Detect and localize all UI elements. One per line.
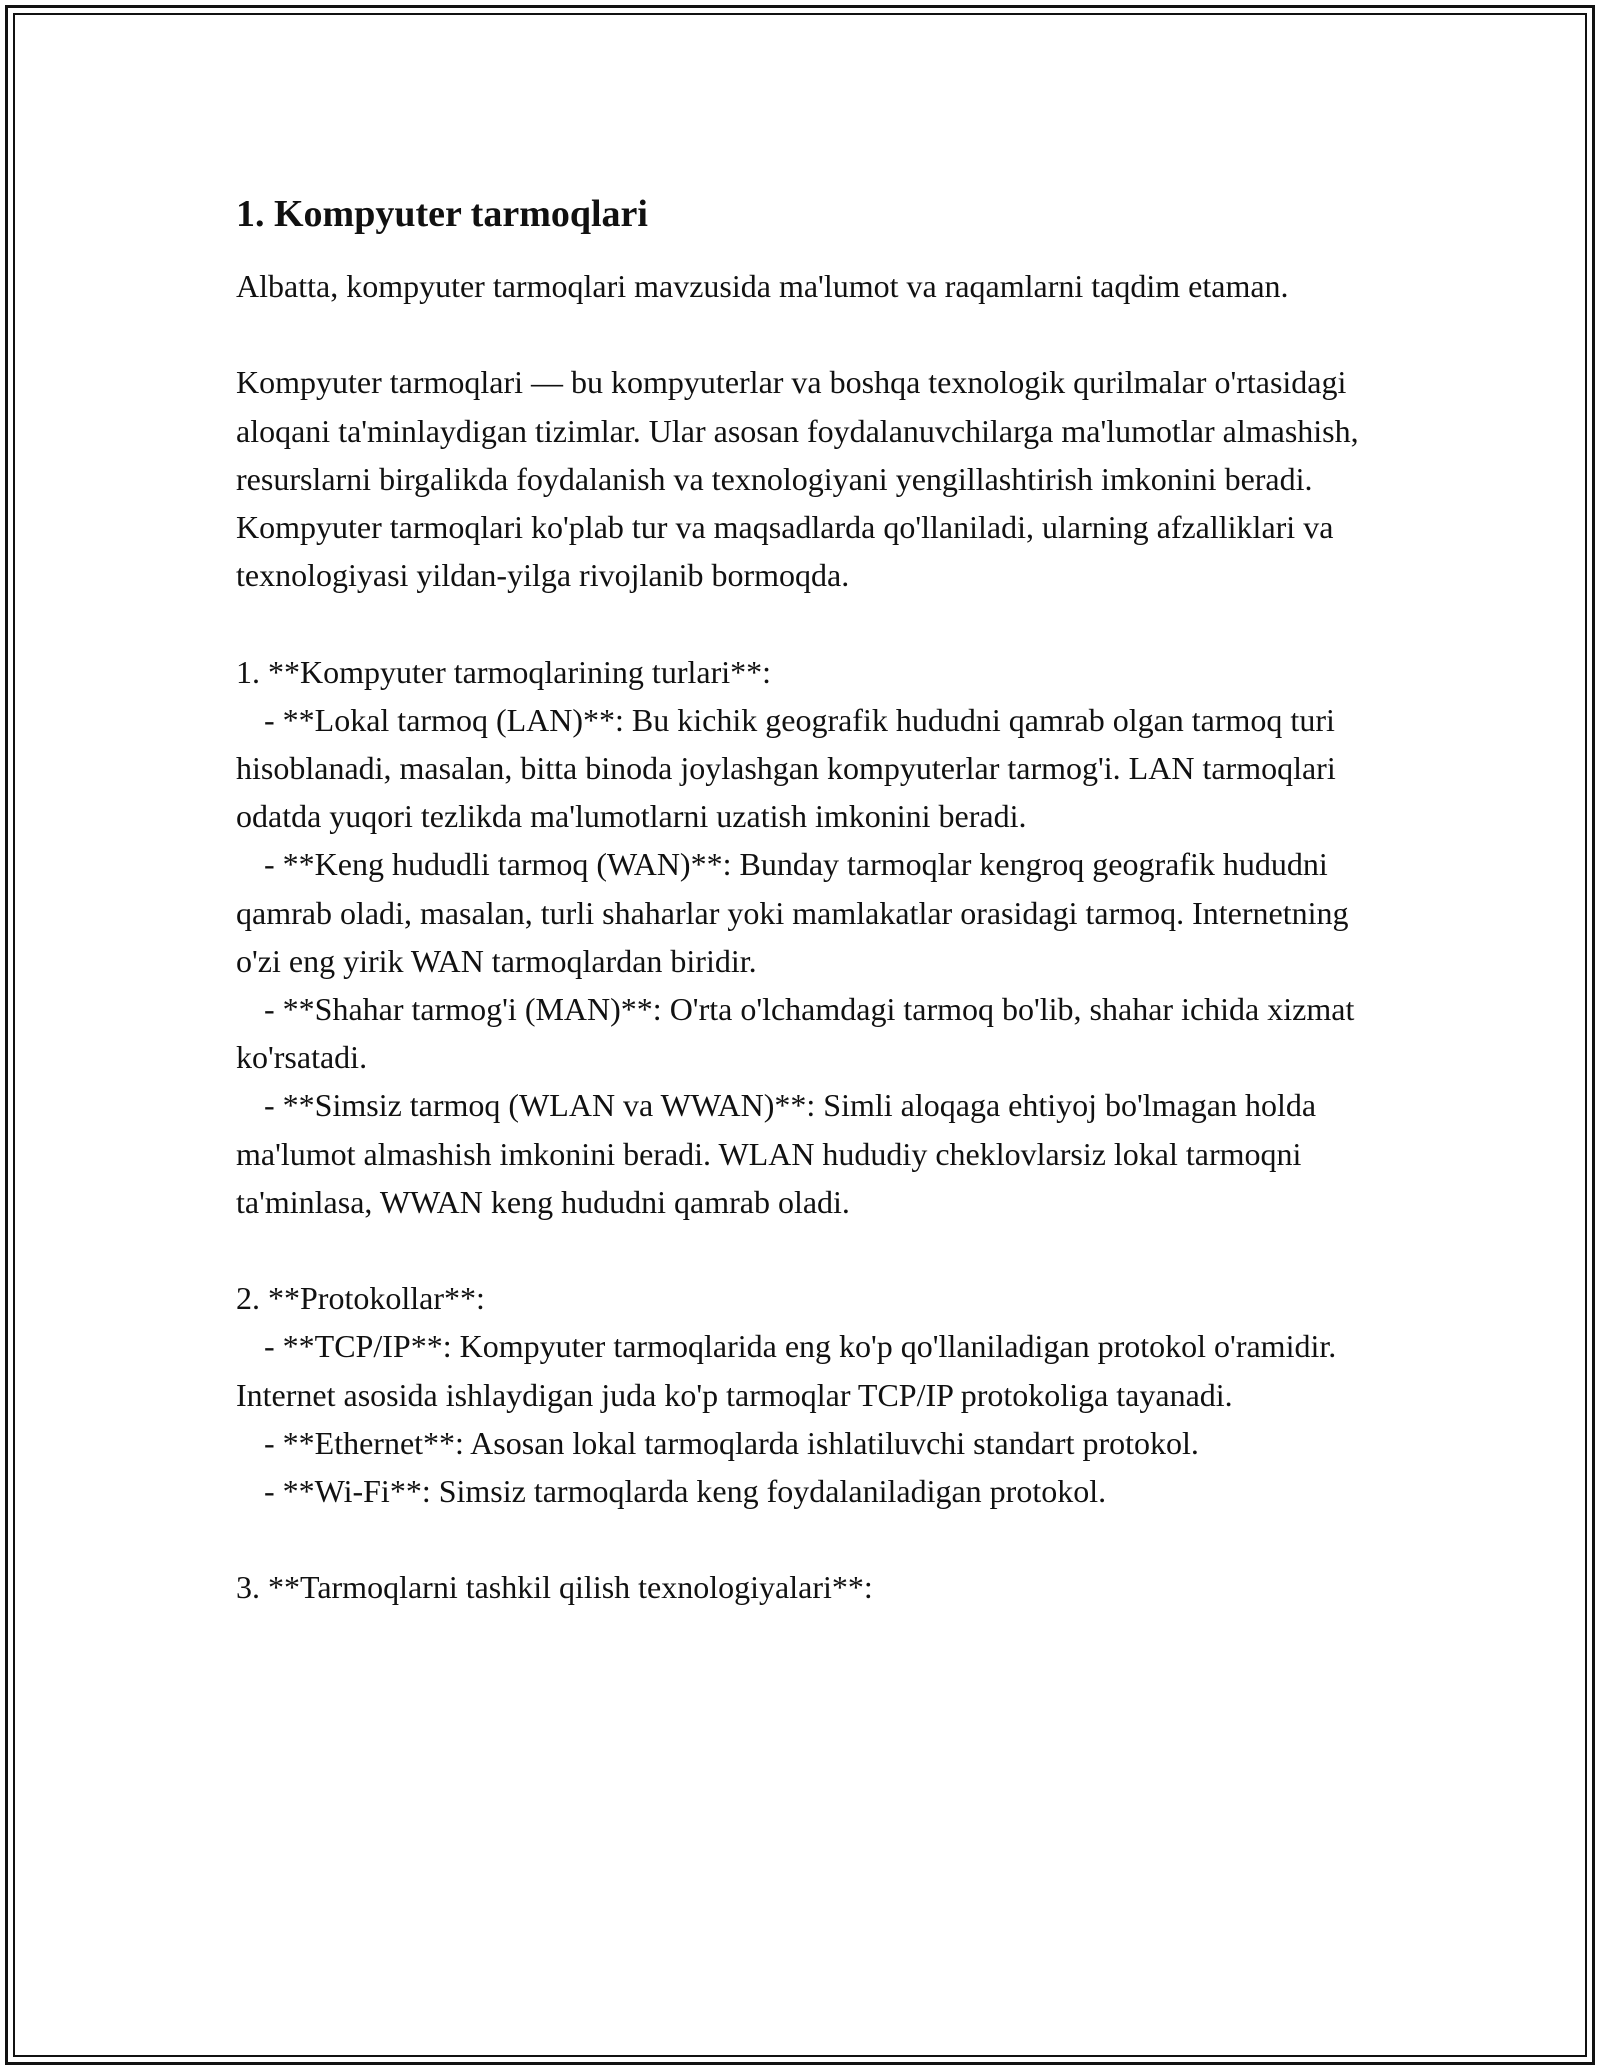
blank-line [236,599,1371,647]
list-item-ethernet: - **Ethernet**: Asosan lokal tarmoqlarda ishlatiluvchi standart protokol. [264,1424,1199,1461]
intro-paragraph: Albatta, kompyuter tarmoqlari mavzusida ma'lumot va raqamlarni taqdim etaman. [236,268,1289,304]
document-body [236,188,1371,1612]
list-item-wireless: - **Simsiz tarmoq (WLAN va WWAN)**: Simli aloqaga ehtiyoj bo'lmagan holda ma'lumot almashish imkonini beradi. WLAN hududiy cheklovlarsiz lokal tarmoqni ta'minlasa, WWAN keng hududni qamrab oladi. [236,1087,1325,1220]
section-title-protocols: 2. **Protokollar**: [236,1280,485,1317]
blank-line [236,310,1371,358]
list-item-wifi: - **Wi-Fi**: Simsiz tarmoqlarda keng foydalaniladigan protokol. [264,1473,1107,1510]
list-item-lan: - **Lokal tarmoq (LAN)**: Bu kichik geografik hududni qamrab olgan tarmoq turi hisoblanadi, masalan, bitta binoda joylashgan kompyuterlar tarmog'i. LAN tarmoqlari odatda yuqori tezlikda ma'lumotlarni uzatish imkonini beradi. [236,701,1344,835]
list-item-man: - **Shahar tarmog'i (MAN)**: O'rta o'lchamdagi tarmoq bo'lib, shahar ichida xizmat ko'rsatadi. [236,991,1363,1076]
section-title-network-types: 1. **Kompyuter tarmoqlarining turlari**: [236,653,771,690]
page-title: 1. Kompyuter tarmoqlari [236,193,648,235]
list-item-wan: - **Keng hududli tarmoq (WAN)**: Bunday tarmoqlar kengroq geografik hududni qamrab oladi, masalan, turli shaharlar yoki mamlakatlar orasidagi tarmoq. Internetning o'zi eng yirik WAN tarmoqlardan biridir. [236,846,1357,979]
blank-line [236,1515,1371,1563]
blank-line [236,1226,1371,1274]
list-item-tcpip: - **TCP/IP**: Kompyuter tarmoqlarida eng ko'p qo'llaniladigan protokol o'ramidir. Internet asosida ishlaydigan juda ko'p tarmoqlar TCP/IP protokoliga tayanadi. [236,1328,1345,1413]
definition-paragraph: Kompyuter tarmoqlari — bu kompyuterlar va boshqa texnologik qurilmalar o'rtasidagi aloqani ta'minlaydigan tizimlar. Ular asosan foydalanuvchilarga ma'lumotlar almashish, resurslarni birgalikda foydalanish va texnologiyani yengillashtirish imkonini beradi. Kompyuter tarmoqlari ko'plab tur va maqsadlarda qo'llaniladi, ularning afzalliklari va texnologiyasi yildan-yilga rivojlanib bormoqda. [236,364,1367,594]
section-title-technologies: 3. **Tarmoqlarni tashkil qilish texnologiyalari**: [236,1569,873,1606]
